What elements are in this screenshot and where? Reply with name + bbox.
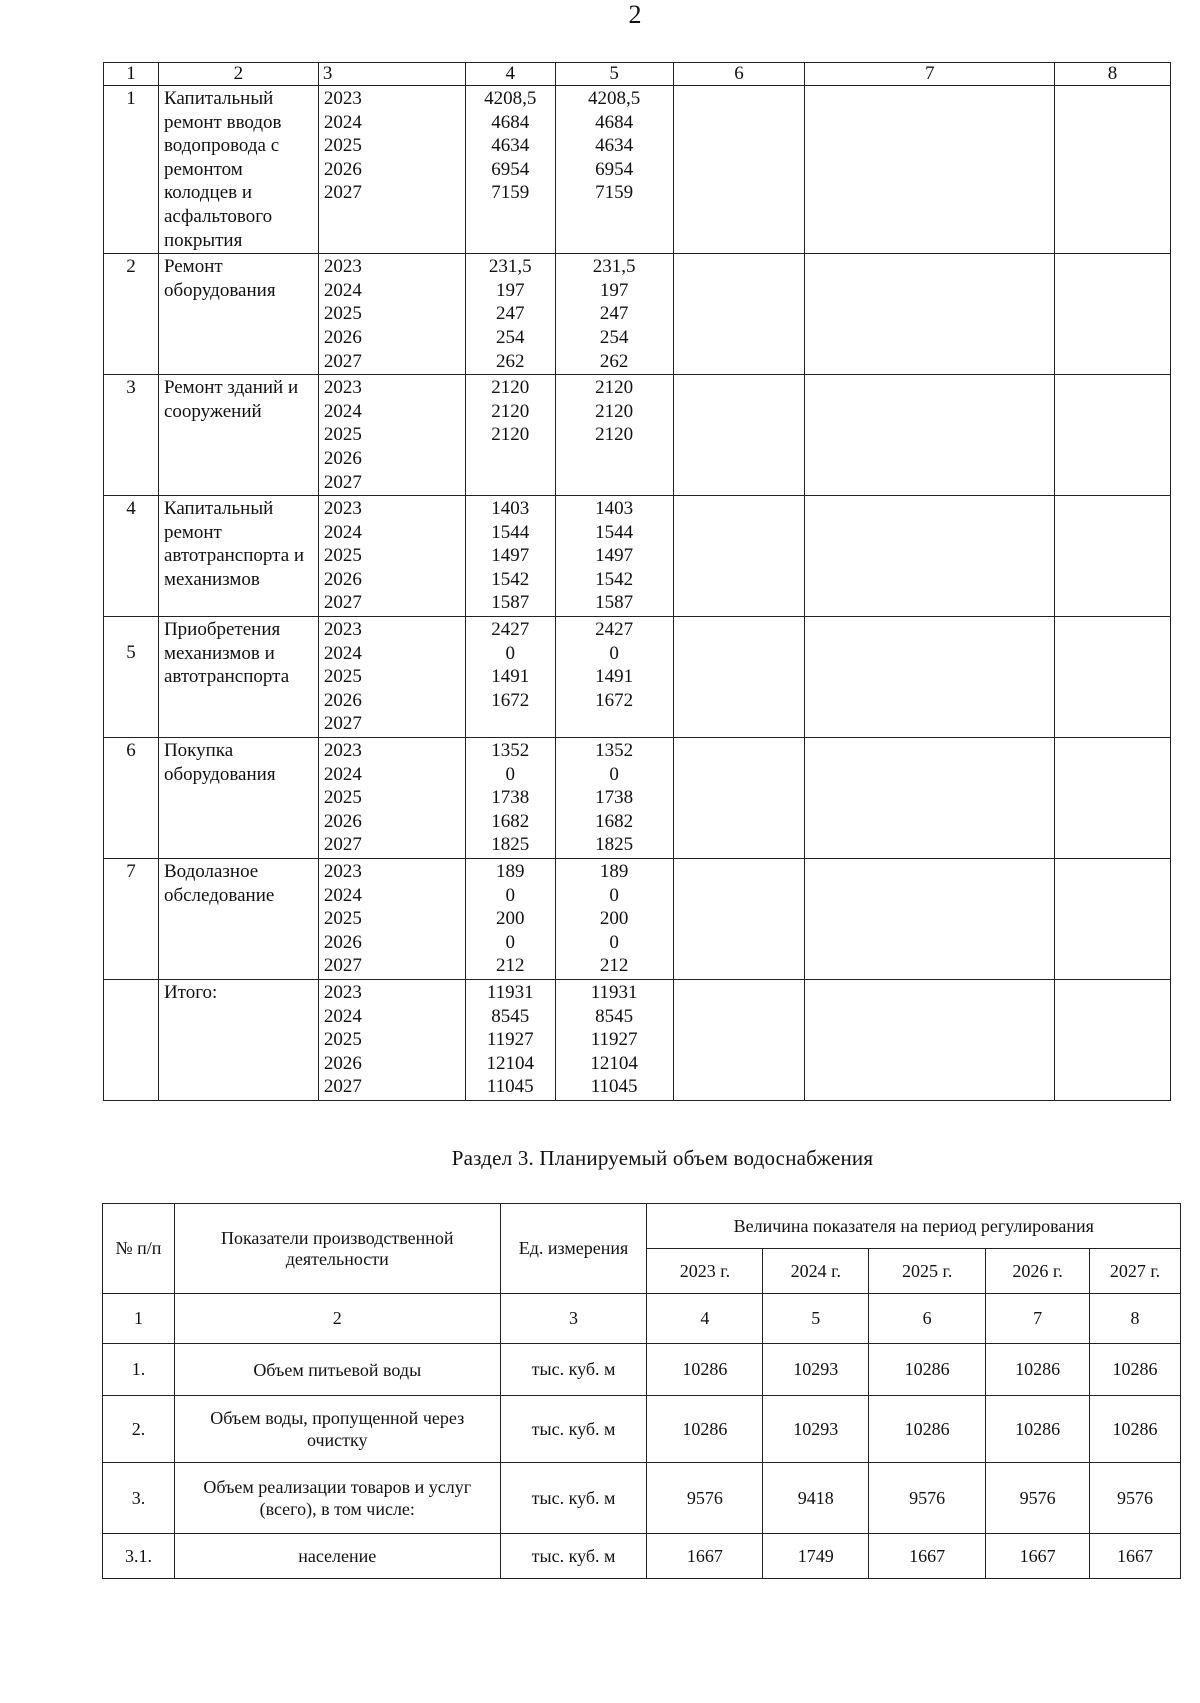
amount-value: 11045 xyxy=(590,1076,638,1098)
indicator-label: Объем реализации товаров и услуг (всего), в том числе: xyxy=(174,1463,500,1534)
unit-label: тыс. куб. м xyxy=(500,1396,647,1463)
amount-value: 1672 xyxy=(595,689,634,711)
amount-value: 11931 xyxy=(590,981,638,1003)
financing-cell xyxy=(555,375,673,496)
header-year: 2025 г. xyxy=(869,1249,986,1294)
year-value: 2025 xyxy=(323,303,362,325)
financing-cell xyxy=(555,254,673,375)
amount-value: 11927 xyxy=(486,1029,534,1051)
amount-value xyxy=(471,712,550,736)
amount-value: 1352 xyxy=(491,740,530,762)
table-row xyxy=(104,496,1171,617)
work-name: Водолазное обследование xyxy=(158,859,318,980)
table-row xyxy=(104,375,1171,496)
empty-cell xyxy=(1055,979,1171,1100)
financing-cell xyxy=(555,859,673,980)
amount-value: 4634 xyxy=(595,135,634,157)
column-number: 7 xyxy=(805,63,1055,86)
amount-cell xyxy=(465,979,555,1100)
year-value: 2024 xyxy=(323,763,362,785)
amount-value: 2120 xyxy=(595,377,634,399)
amount-value: 1544 xyxy=(491,521,530,543)
year-value: 2024 xyxy=(323,884,362,906)
amount-value: 2120 xyxy=(595,424,634,446)
year-value: 2024 xyxy=(323,642,362,664)
year-value: 2027 xyxy=(323,834,362,856)
row-number: 5 xyxy=(104,617,159,738)
amount-value: 197 xyxy=(495,279,525,301)
work-name: Приобретения механизмов и автотранспорта xyxy=(158,617,318,738)
years-cell xyxy=(318,86,465,254)
amount-value: 0 xyxy=(609,884,619,906)
year-value: 2025 xyxy=(323,1029,362,1051)
amount-value: 1825 xyxy=(491,834,530,856)
work-name: Итого: xyxy=(158,979,318,1100)
amount-value: 8545 xyxy=(595,1005,634,1027)
empty-cell xyxy=(673,254,805,375)
indicator-value: 9576 xyxy=(1090,1463,1181,1534)
row-number: 7 xyxy=(104,859,159,980)
indicator-value: 1749 xyxy=(763,1534,869,1579)
amount-value: 1491 xyxy=(595,666,634,688)
indicator-value: 10286 xyxy=(1090,1344,1181,1396)
year-value: 2027 xyxy=(323,713,362,735)
financing-cell xyxy=(555,738,673,859)
amount-value: 11931 xyxy=(486,981,534,1003)
empty-cell xyxy=(673,738,805,859)
column-number: 8 xyxy=(1055,63,1171,86)
work-name: Капитальный ремонт автотранспорта и механизмов xyxy=(158,496,318,617)
empty-cell xyxy=(673,496,805,617)
column-number: 3 xyxy=(318,63,465,86)
financing-cell xyxy=(555,617,673,738)
column-number: 5 xyxy=(763,1294,869,1344)
amount-value: 4634 xyxy=(491,135,530,157)
amount-value: 1682 xyxy=(491,810,530,832)
years-cell xyxy=(318,979,465,1100)
indicator-label: Объем питьевой воды xyxy=(174,1344,500,1396)
empty-cell xyxy=(805,86,1055,254)
year-value: 2025 xyxy=(323,135,362,157)
column-number: 8 xyxy=(1090,1294,1181,1344)
header-year: 2024 г. xyxy=(763,1249,869,1294)
amount-value: 254 xyxy=(495,326,525,348)
amount-value: 1825 xyxy=(595,834,634,856)
amount-value: 2120 xyxy=(595,400,634,422)
indicator-value: 9576 xyxy=(869,1463,986,1534)
empty-cell xyxy=(805,859,1055,980)
empty-cell xyxy=(1055,254,1171,375)
indicator-value: 1667 xyxy=(647,1534,763,1579)
empty-cell xyxy=(805,375,1055,496)
column-number: 1 xyxy=(104,63,159,86)
work-name: Ремонт зданий и сооружений xyxy=(158,375,318,496)
indicator-value: 9576 xyxy=(647,1463,763,1534)
amount-value: 1672 xyxy=(491,689,530,711)
header-num: № п/п xyxy=(103,1204,175,1294)
year-value: 2024 xyxy=(323,111,362,133)
amount-value: 2120 xyxy=(491,400,530,422)
empty-cell xyxy=(673,859,805,980)
financing-cell xyxy=(555,86,673,254)
year-value: 2026 xyxy=(323,568,362,590)
table-row xyxy=(103,1344,1181,1396)
amount-cell xyxy=(465,254,555,375)
table-row xyxy=(103,1396,1181,1463)
amount-value xyxy=(561,471,668,495)
indicator-value: 10286 xyxy=(986,1344,1090,1396)
amount-value: 7159 xyxy=(595,182,634,204)
amount-cell xyxy=(465,496,555,617)
amount-value: 1352 xyxy=(595,740,634,762)
column-number: 1 xyxy=(103,1294,175,1344)
column-number: 3 xyxy=(500,1294,647,1344)
amount-value: 2120 xyxy=(491,424,530,446)
year-value: 2023 xyxy=(323,256,362,278)
amount-value: 1738 xyxy=(491,787,530,809)
amount-cell xyxy=(465,617,555,738)
amount-value: 254 xyxy=(599,326,629,348)
unit-label: тыс. куб. м xyxy=(500,1344,647,1396)
row-number xyxy=(104,979,159,1100)
table-row xyxy=(104,254,1171,375)
years-cell xyxy=(318,738,465,859)
amount-value: 200 xyxy=(495,908,525,930)
amount-value: 2427 xyxy=(595,619,634,641)
year-value: 2026 xyxy=(323,1052,362,1074)
amount-value: 4208,5 xyxy=(484,88,537,109)
amount-cell xyxy=(465,738,555,859)
indicator-value: 10286 xyxy=(869,1344,986,1396)
column-number: 2 xyxy=(174,1294,500,1344)
amount-value: 231,5 xyxy=(592,256,636,278)
amount-value: 4684 xyxy=(595,111,634,133)
amount-value: 1542 xyxy=(491,568,530,590)
year-value: 2026 xyxy=(323,689,362,711)
years-cell xyxy=(318,375,465,496)
years-cell xyxy=(318,496,465,617)
years-cell xyxy=(318,859,465,980)
amount-value: 0 xyxy=(505,884,515,906)
amount-value: 1682 xyxy=(595,810,634,832)
row-number: 4 xyxy=(104,496,159,617)
header-year: 2026 г. xyxy=(986,1249,1090,1294)
empty-cell xyxy=(1055,738,1171,859)
indicator-value: 10293 xyxy=(763,1344,869,1396)
empty-cell xyxy=(673,86,805,254)
indicator-value: 1667 xyxy=(1090,1534,1181,1579)
financing-cell xyxy=(555,496,673,617)
year-value: 2023 xyxy=(323,498,362,520)
column-number: 5 xyxy=(555,63,673,86)
amount-value: 1587 xyxy=(595,592,634,614)
column-number: 4 xyxy=(465,63,555,86)
column-number: 2 xyxy=(158,63,318,86)
amount-value: 1491 xyxy=(491,666,530,688)
year-value: 2025 xyxy=(323,545,362,567)
page-number: 2 xyxy=(628,0,642,29)
amount-value: 212 xyxy=(495,955,525,977)
empty-cell xyxy=(1055,375,1171,496)
empty-cell xyxy=(1055,617,1171,738)
indicator-value: 9418 xyxy=(763,1463,869,1534)
year-value: 2026 xyxy=(323,326,362,348)
amount-value: 11045 xyxy=(486,1076,534,1098)
amount-value: 231,5 xyxy=(488,256,532,278)
amount-cell xyxy=(465,859,555,980)
amount-value: 1542 xyxy=(595,568,634,590)
row-number: 1 xyxy=(104,86,159,254)
amount-value: 189 xyxy=(599,861,629,882)
empty-cell xyxy=(805,617,1055,738)
amount-value xyxy=(471,447,550,471)
empty-cell xyxy=(805,496,1055,617)
table-row xyxy=(104,859,1171,980)
amount-value: 247 xyxy=(599,303,629,325)
unit-label: тыс. куб. м xyxy=(500,1534,647,1579)
column-number: 6 xyxy=(673,63,805,86)
table-row xyxy=(103,1534,1181,1579)
year-value: 2025 xyxy=(323,787,362,809)
row-number: 1. xyxy=(103,1344,175,1396)
amount-cell xyxy=(465,375,555,496)
empty-cell xyxy=(673,617,805,738)
row-number: 3.1. xyxy=(103,1534,175,1579)
row-number: 3 xyxy=(104,375,159,496)
indicator-label: население xyxy=(174,1534,500,1579)
amount-value: 0 xyxy=(609,642,619,664)
header-year: 2023 г. xyxy=(647,1249,763,1294)
year-value: 2024 xyxy=(323,521,362,543)
amount-value: 262 xyxy=(599,350,629,372)
amount-value: 4208,5 xyxy=(588,88,641,109)
amount-value: 247 xyxy=(495,303,525,325)
year-value: 2026 xyxy=(323,158,362,180)
year-value: 2025 xyxy=(323,908,362,930)
year-value: 2024 xyxy=(323,400,362,422)
work-name: Капитальный ремонт вводов водопровода с ремонтом колодцев и асфальтового покрытия xyxy=(158,86,318,254)
year-value: 2025 xyxy=(323,666,362,688)
amount-value: 1403 xyxy=(491,498,530,520)
amount-value xyxy=(561,447,668,471)
amount-value: 197 xyxy=(599,279,629,301)
header-period: Величина показателя на период регулирования xyxy=(647,1204,1181,1249)
year-value: 2027 xyxy=(323,471,362,493)
empty-cell xyxy=(805,254,1055,375)
amount-value: 12104 xyxy=(486,1052,534,1074)
amount-value: 11927 xyxy=(590,1029,638,1051)
amount-value: 2120 xyxy=(491,377,530,399)
year-value: 2024 xyxy=(323,279,362,301)
work-name: Покупка оборудования xyxy=(158,738,318,859)
amount-value: 2427 xyxy=(491,619,530,641)
year-value: 2023 xyxy=(323,88,362,109)
indicator-value: 10286 xyxy=(869,1396,986,1463)
empty-cell xyxy=(1055,86,1171,254)
amount-value xyxy=(561,712,668,736)
year-value: 2023 xyxy=(323,377,362,399)
amount-value: 0 xyxy=(505,763,515,785)
investment-table xyxy=(103,62,1171,1101)
years-cell xyxy=(318,617,465,738)
water-supply-table xyxy=(102,1203,1181,1579)
table-header-row xyxy=(104,63,1171,86)
year-value: 2027 xyxy=(323,350,362,372)
unit-label: тыс. куб. м xyxy=(500,1463,647,1534)
empty-cell xyxy=(673,979,805,1100)
year-value: 2027 xyxy=(323,182,362,204)
amount-value: 6954 xyxy=(491,158,530,180)
empty-cell xyxy=(805,738,1055,859)
amount-value: 0 xyxy=(609,763,619,785)
empty-cell xyxy=(1055,496,1171,617)
header-year: 2027 г. xyxy=(1090,1249,1181,1294)
amount-value: 0 xyxy=(505,931,515,953)
amount-value: 7159 xyxy=(491,182,530,204)
header-indicators: Показатели производственной деятельности xyxy=(174,1204,500,1294)
amount-value: 200 xyxy=(599,908,629,930)
table-row xyxy=(104,979,1171,1100)
column-number: 6 xyxy=(869,1294,986,1344)
year-value: 2024 xyxy=(323,1005,362,1027)
indicator-value: 10286 xyxy=(647,1344,763,1396)
column-number: 7 xyxy=(986,1294,1090,1344)
amount-value xyxy=(471,471,550,495)
amount-value: 8545 xyxy=(491,1005,530,1027)
header-unit: Ед. измерения xyxy=(500,1204,647,1294)
amount-value: 1403 xyxy=(595,498,634,520)
amount-value: 1587 xyxy=(491,592,530,614)
empty-cell xyxy=(1055,859,1171,980)
indicator-value: 10293 xyxy=(763,1396,869,1463)
amount-value: 6954 xyxy=(595,158,634,180)
year-value: 2023 xyxy=(323,861,362,882)
year-value: 2026 xyxy=(323,931,362,953)
column-number: 4 xyxy=(647,1294,763,1344)
table-row xyxy=(104,86,1171,254)
table-row xyxy=(104,617,1171,738)
year-value: 2027 xyxy=(323,592,362,614)
indicator-value: 10286 xyxy=(647,1396,763,1463)
indicator-label: Объем воды, пропущенной через очистку xyxy=(174,1396,500,1463)
indicator-value: 9576 xyxy=(986,1463,1090,1534)
row-number: 2 xyxy=(104,254,159,375)
amount-value: 189 xyxy=(495,861,525,882)
table-row xyxy=(104,738,1171,859)
amount-value: 262 xyxy=(495,350,525,372)
amount-cell xyxy=(465,86,555,254)
amount-value: 1497 xyxy=(595,545,634,567)
table-row xyxy=(103,1463,1181,1534)
section-title: Раздел 3. Планируемый объем водоснабжения xyxy=(451,1146,874,1170)
empty-cell xyxy=(673,375,805,496)
year-value: 2026 xyxy=(323,447,362,469)
amount-value: 0 xyxy=(505,642,515,664)
amount-value: 0 xyxy=(609,931,619,953)
year-value: 2023 xyxy=(323,619,362,641)
row-number: 2. xyxy=(103,1396,175,1463)
indicator-value: 1667 xyxy=(869,1534,986,1579)
financing-cell xyxy=(555,979,673,1100)
amount-value: 1544 xyxy=(595,521,634,543)
work-name: Ремонт оборудования xyxy=(158,254,318,375)
row-number: 3. xyxy=(103,1463,175,1534)
year-value: 2027 xyxy=(323,1076,362,1098)
row-number: 6 xyxy=(104,738,159,859)
year-value: 2023 xyxy=(323,981,362,1003)
amount-value: 4684 xyxy=(491,111,530,133)
indicator-value: 10286 xyxy=(1090,1396,1181,1463)
years-cell xyxy=(318,254,465,375)
amount-value: 212 xyxy=(599,955,629,977)
amount-value: 1738 xyxy=(595,787,634,809)
year-value: 2027 xyxy=(323,955,362,977)
empty-cell xyxy=(805,979,1055,1100)
year-value: 2025 xyxy=(323,424,362,446)
amount-value: 12104 xyxy=(590,1052,638,1074)
year-value: 2026 xyxy=(323,810,362,832)
amount-value: 1497 xyxy=(491,545,530,567)
indicator-value: 10286 xyxy=(986,1396,1090,1463)
year-value: 2023 xyxy=(323,740,362,762)
indicator-value: 1667 xyxy=(986,1534,1090,1579)
